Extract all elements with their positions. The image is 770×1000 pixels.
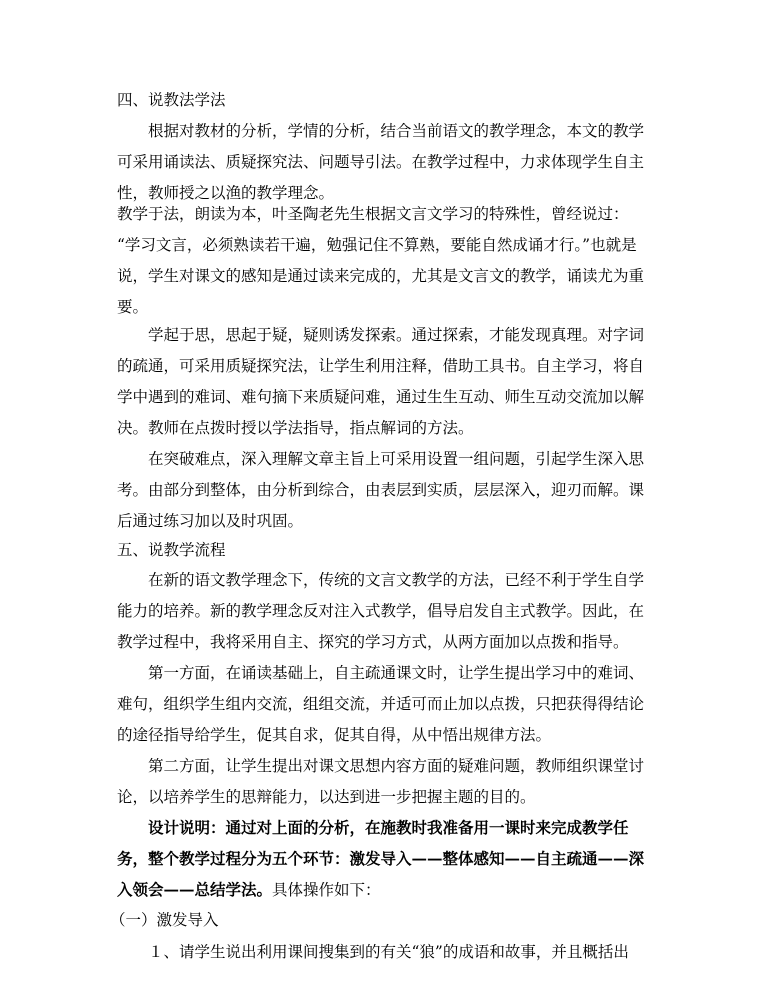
- paragraph-line: 性，教师授之以渔的教学理念。: [117, 184, 335, 202]
- paragraph-line: 根据对教材的分析，学情的分析，结合当前语文的教学理念，本文的教学: [148, 122, 645, 140]
- paragraph-line: １、请学生说出利用课间搜集到的有关“狼”的成语和故事，并且概括出: [148, 943, 629, 961]
- design-note-line: 设计说明：通过对上面的分析，在施教时我准备用一课时来完成教学任: [148, 818, 629, 837]
- paragraph-line: 学中遇到的难词、难句摘下来质疑问难，通过生生互动、师生互动交流加以解: [117, 388, 645, 406]
- paragraph-line: 能力的培养。新的教学理念反对注入式教学，倡导启发自主式教学。因此，在: [117, 602, 645, 620]
- paragraph-line: 难句，组织学生组内交流，组组交流，并适可而止加以点拨，只把获得得结论: [117, 695, 645, 713]
- paragraph-line: 考。由部分到整体，由分析到综合，由表层到实质，层层深入，迎刃而解。课: [117, 481, 645, 499]
- paragraph-line: 教学于法，朗读为本，叶圣陶老先生根据文言文学习的特殊性，曾经说过：: [117, 205, 629, 223]
- paragraph-line: 决。教师在点拨时授以学法指导，指点解词的方法。: [117, 419, 474, 437]
- paragraph-line: 论，以培养学生的思辩能力，以达到进一步把握主题的目的。: [117, 788, 536, 806]
- design-note-line: 务，整个教学过程分为五个环节：激发导入——整体感知——自主疏通——深: [117, 849, 645, 868]
- subsection-heading: （一）激发导入: [110, 911, 219, 929]
- paragraph-line: 学起于思，思起于疑，疑则诱发探索。通过探索，才能发现真理。对字词: [148, 326, 645, 344]
- paragraph-line: 的疏通，可采用质疑探究法，让学生利用注释，借助工具书。自主学习，将自: [117, 357, 645, 375]
- design-note-line-mixed: [117, 880, 381, 900]
- design-note-plain-part: 具体操作如下：: [272, 881, 381, 899]
- paragraph-line: 要。: [117, 298, 149, 316]
- paragraph-line: 第一方面，在诵读基础上，自主疏通课文时，让学生提出学习中的难词、: [148, 664, 645, 682]
- paragraph-line: 第二方面，让学生提出对课文思想内容方面的疑难问题，教师组织课堂讨: [148, 757, 645, 775]
- paragraph-line: 在新的语文教学理念下，传统的文言文教学的方法，已经不利于学生自学: [148, 571, 645, 589]
- design-note-bold-part: 入领会——总结学法。: [117, 880, 273, 899]
- paragraph-line: 教学过程中，我将采用自主、探究的学习方式，从两方面加以点拨和指导。: [117, 633, 629, 651]
- paragraph-line: 的途径指导给学生，促其自求，促其自得，从中悟出规律方法。: [117, 726, 552, 744]
- paragraph-line: 后通过练习加以及时巩固。: [117, 512, 304, 530]
- paragraph-line: 在突破难点，深入理解文章主旨上可采用设置一组问题，引起学生深入思: [148, 450, 645, 468]
- paragraph-line: 可采用诵读法、质疑探究法、问题导引法。在教学过程中，力求体现学生自主: [117, 153, 645, 171]
- paragraph-line: 说，学生对课文的感知是通过读来完成的，尤其是文言文的教学，诵读尤为重: [117, 267, 645, 285]
- paragraph-line: “学习文言，必须熟读若干遍，勉强记住不算熟，要能自然成诵才行。”也就是: [117, 236, 637, 254]
- section-heading-teaching-process: 五、说教学流程: [117, 541, 226, 559]
- section-heading-teaching-methods: 四、说教法学法: [117, 91, 226, 109]
